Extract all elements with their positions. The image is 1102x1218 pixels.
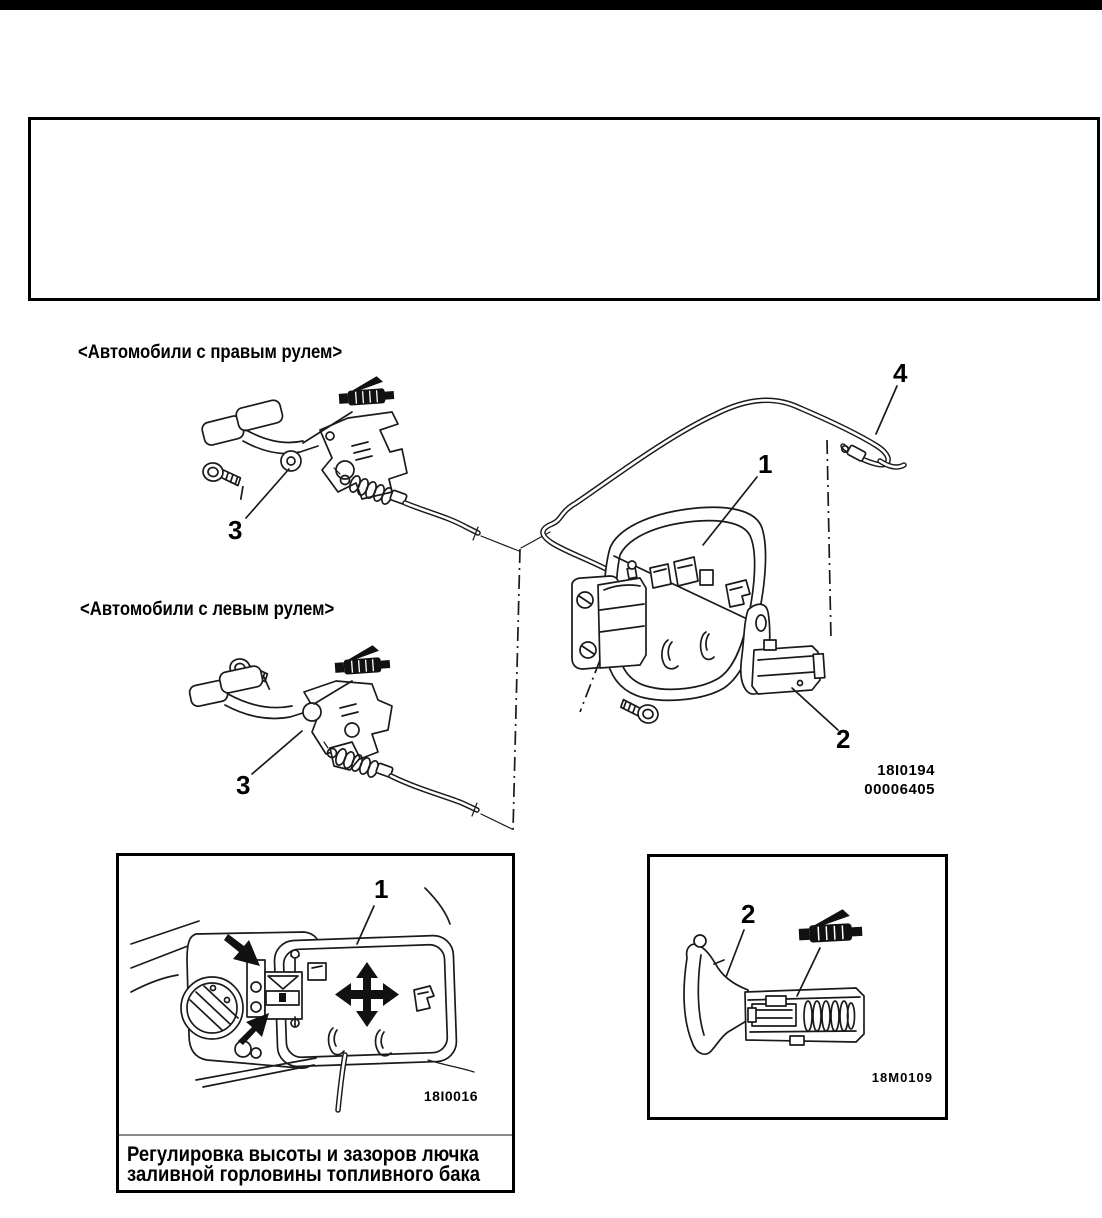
figure-code-main: 18I0194	[877, 762, 935, 779]
rhd-release-handle-drawing	[201, 375, 478, 540]
callout-opener-handle-rhd: 3	[228, 515, 243, 545]
figure-code-adjustment: 18I0016	[423, 1088, 478, 1104]
callout-fuel-filler-lid-figure: 1	[374, 874, 389, 904]
figure-caption	[127, 1145, 480, 1185]
cable-clip-icon	[334, 644, 391, 675]
callout-fuel-filler-lid: 1	[758, 449, 773, 479]
callout-opener-handle-lhd: 3	[236, 770, 251, 800]
adjustment-figure-box	[116, 853, 515, 1193]
figure-code-lock: 18M0109	[871, 1070, 933, 1085]
callout-lid-lock-figure: 2	[741, 899, 756, 929]
section-label-lhd: <Автомобили с левым рулем>	[80, 599, 335, 620]
cable-clip-icon	[338, 375, 395, 406]
lhd-release-handle-drawing	[188, 644, 477, 816]
callout-lid-lock: 2	[836, 724, 851, 754]
lock-figure-box	[647, 854, 948, 1120]
body-plane-lines	[481, 532, 550, 831]
caption-divider	[119, 1134, 512, 1136]
callout-opener-cable: 4	[893, 358, 908, 388]
caption-line-1: Регулировка высоты и зазоров лючка	[127, 1143, 479, 1166]
figure-code-main-alt: 00006405	[864, 781, 935, 798]
fuel-door-assembly-drawing	[543, 386, 904, 730]
caption-line-2: заливной горловины топливного бака	[127, 1163, 481, 1186]
section-label-rhd: <Автомобили с правым рулем>	[78, 342, 343, 363]
